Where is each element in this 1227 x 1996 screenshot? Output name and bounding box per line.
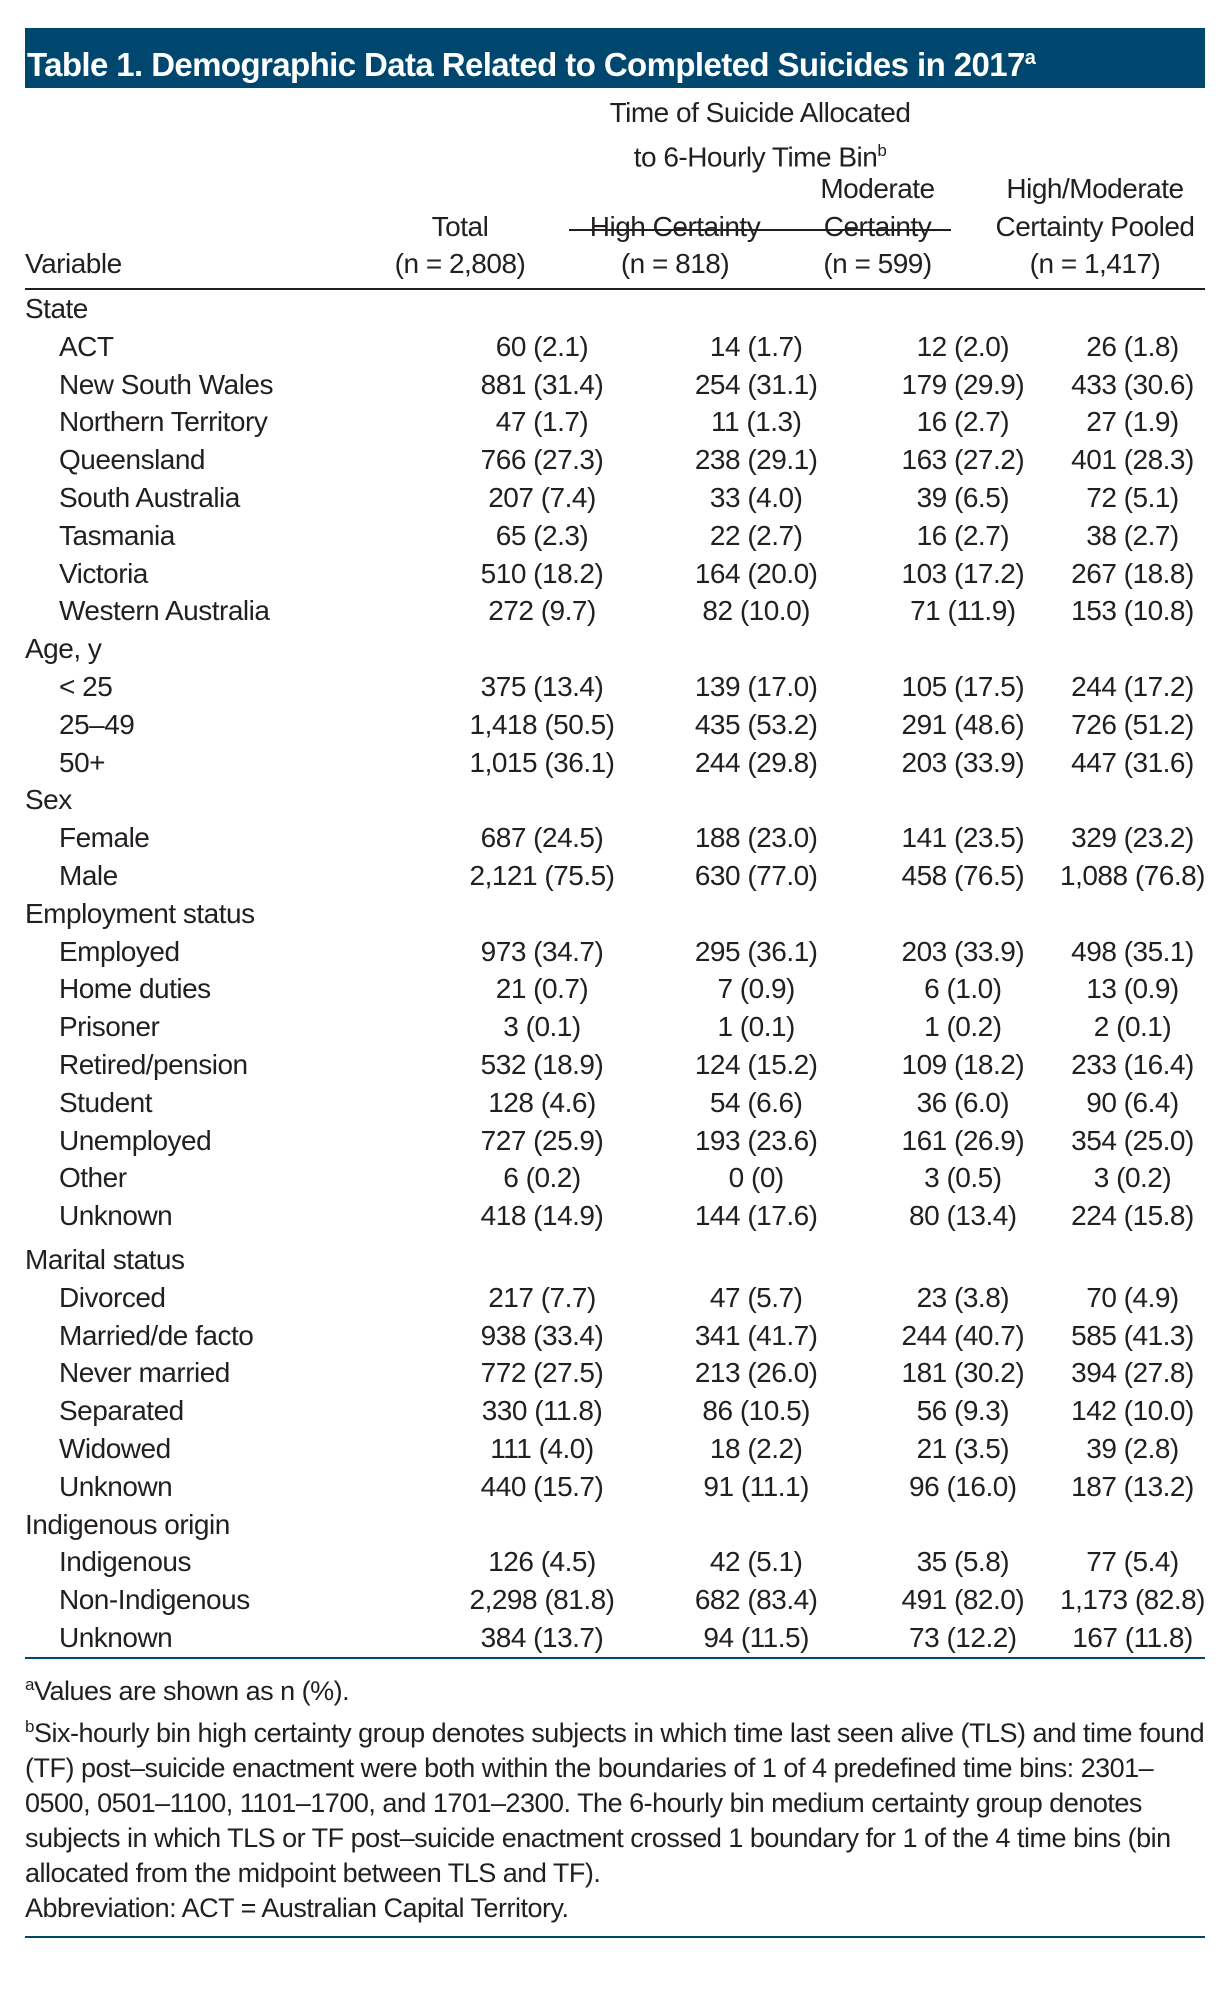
header-pooled: High/Moderate Certainty Pooled (n = 1,417) [995,173,1195,279]
row-label: Other [59,1162,127,1194]
value-cell: 47 (5.7) [709,1281,803,1313]
value-cell: 56 (9.3) [916,1395,1010,1427]
value-cell: 2 (0.1) [1093,1011,1172,1043]
row-label: Victoria [59,557,148,589]
value-cell: 585 (41.3) [1071,1319,1194,1351]
table-row [25,555,1205,593]
value-cell: 153 (10.8) [1071,595,1194,627]
value-cell: 7 (0.9) [717,973,795,1005]
row-label: Prisoner [59,1011,160,1043]
row-label: Divorced [59,1281,166,1313]
section-row [25,895,1205,933]
value-cell: 42 (5.1) [709,1546,803,1578]
value-cell: 1 (0.2) [924,1011,1002,1043]
value-cell: 26 (1.8) [1086,330,1179,362]
section-label: Marital status [25,1243,185,1275]
header-high-certainty: High Certainty (n = 818) [589,210,761,279]
value-cell: 13 (0.9) [1086,973,1179,1005]
row-label: Unknown [59,1200,173,1232]
value-cell: 217 (7.7) [488,1281,596,1313]
value-cell: 2,121 (75.5) [469,859,615,891]
header-variable: Variable [25,248,122,279]
table-title: Table 1. Demographic Data Related to Completed Suicides in 2017 [27,46,1025,83]
value-cell: 179 (29.9) [901,368,1025,400]
value-cell: 510 (18.2) [480,557,604,589]
value-cell: 161 (26.9) [901,1124,1025,1156]
value-cell: 21 (0.7) [495,973,589,1005]
footnote-a: $^a$Values are shown as n (%). [25,1674,350,1706]
title-footnote-mark: a [1024,47,1036,69]
footnote-abbreviation: Abbreviation: ACT = Australian Capital Territory. [25,1892,569,1923]
row-label: Unemployed [59,1124,212,1156]
row-label: Student [59,1086,153,1118]
value-cell: 163 (27.2) [901,444,1025,476]
row-label: Married/de facto [59,1319,254,1351]
spanner-footnote-mark: b [877,140,887,160]
value-cell: 435 (53.2) [694,708,818,740]
value-cell: 2,298 (81.8) [469,1584,615,1616]
value-cell: 3 (0.5) [924,1162,1002,1194]
table-row [25,1159,1205,1197]
value-cell: 39 (2.8) [1086,1432,1179,1464]
table-header [25,88,1205,290]
value-cell: 254 (31.1) [694,368,818,400]
table-row [25,517,1205,555]
value-cell: 213 (26.0) [694,1357,818,1389]
value-cell: 354 (25.0) [1071,1124,1194,1156]
value-cell: 881 (31.4) [480,368,604,400]
value-cell: 682 (83.4) [694,1584,818,1616]
row-label: Female [59,822,150,854]
row-label: Employed [59,935,180,967]
value-cell: 72 (5.1) [1086,481,1179,513]
value-cell: 111 (4.0) [490,1432,594,1464]
value-cell: 630 (77.0) [694,859,818,891]
value-cell: 91 (11.1) [703,1470,809,1502]
spanner-header [569,94,951,175]
value-cell: 70 (4.9) [1086,1281,1179,1313]
value-cell: 329 (23.2) [1071,822,1194,854]
value-cell: 167 (11.8) [1072,1621,1193,1653]
value-cell: 128 (4.6) [488,1086,596,1118]
row-label: South Australia [59,481,240,513]
table-row [25,1392,1205,1430]
value-cell: 418 (14.9) [480,1200,604,1232]
value-cell: 244 (29.8) [694,746,818,778]
value-cell: 82 (10.0) [702,595,810,627]
header-moderate-certainty: Moderate Certainty (n = 599) [820,173,935,279]
row-label: 25–49 [59,708,135,740]
value-cell: 440 (15.7) [480,1470,604,1502]
value-cell: 164 (20.0) [694,557,818,589]
value-cell: 401 (28.3) [1071,444,1194,476]
value-cell: 39 (6.5) [916,481,1010,513]
row-label: Never married [59,1357,230,1389]
section-label: Age, y [25,633,102,665]
value-cell: 447 (31.6) [1071,746,1194,778]
spanner-line1: Time of Suicide Allocated [609,97,911,128]
value-cell: 394 (27.8) [1071,1357,1194,1389]
value-cell: 267 (18.8) [1071,557,1194,589]
value-cell: 244 (17.2) [1071,670,1194,702]
value-cell: 86 (10.5) [702,1395,810,1427]
row-label: Separated [59,1395,184,1427]
footnote-bottom-rule [25,1936,1205,1938]
value-cell: 766 (27.3) [480,444,604,476]
spanner-line2: to 6-Hourly Time Bin [633,140,878,172]
section-row [25,1506,1205,1544]
table-title-bar [25,28,1205,88]
value-cell: 772 (27.5) [480,1357,604,1389]
section-row [25,630,1205,668]
section-row [25,1235,1205,1279]
value-cell: 54 (6.6) [709,1086,803,1118]
row-label: Queensland [59,444,206,476]
value-cell: 491 (82.0) [901,1584,1025,1616]
value-cell: 224 (15.8) [1071,1200,1194,1232]
value-cell: 14 (1.7) [709,330,803,362]
row-label: Widowed [59,1432,171,1464]
row-label: Non-Indigenous [59,1584,250,1616]
value-cell: 16 (2.7) [916,406,1010,438]
value-cell: 60 (2.1) [495,330,589,362]
table-row [25,1619,1205,1657]
value-cell: 291 (48.6) [901,708,1025,740]
value-cell: 139 (17.0) [694,670,818,702]
value-cell: 94 (11.5) [703,1621,809,1653]
value-cell: 3 (0.2) [1093,1162,1172,1194]
value-cell: 12 (2.0) [916,330,1010,362]
value-cell: 181 (30.2) [901,1357,1025,1389]
table-row [25,1084,1205,1122]
value-cell: 103 (17.2) [901,557,1025,589]
value-cell: 726 (51.2) [1071,708,1194,740]
value-cell: 233 (16.4) [1071,1048,1194,1080]
value-cell: 727 (25.9) [480,1124,604,1156]
value-cell: 973 (34.7) [480,935,604,967]
table-row [25,328,1205,366]
value-cell: 36 (6.0) [916,1086,1010,1118]
footnote-b: $^b$Six-hourly bin high certainty group denotes subjects in which time last seen alive (TLS) and time found (TF) post–suicide enactment were both within the boundaries of 1 of 4 predefined time bins: 2301–0500, 0501–1100, 1101–1700, and 1701–2300. The 6-hourly bin medium certainty group denotes subjects in which TLS or TF post–suicide enactment crossed 1 boundary for 1 of the 4 time bins (bin allocated from the midpoint between TLS and TF). [25,1716,1205,1888]
value-cell: 433 (30.6) [1071,368,1194,400]
table-row [25,1317,1205,1355]
value-cell: 295 (36.1) [694,935,818,967]
value-cell: 126 (4.5) [488,1546,596,1578]
header-rule [25,288,1205,290]
value-cell: 498 (35.1) [1071,935,1194,967]
table-row [25,668,1205,706]
table-row [25,1008,1205,1046]
row-label: Western Australia [59,595,270,627]
table-row [25,744,1205,782]
value-cell: 73 (12.2) [909,1621,1017,1653]
value-cell: 203 (33.9) [901,935,1025,967]
table-container [25,28,1205,1938]
table-row [25,479,1205,517]
value-cell: 375 (13.4) [480,670,604,702]
footnotes [25,1659,1205,1936]
value-cell: 6 (0.2) [503,1162,581,1194]
value-cell: 0 (0) [728,1162,784,1194]
table-row [25,933,1205,971]
value-cell: 1,418 (50.5) [469,708,615,740]
value-cell: 11 (1.3) [710,406,802,438]
table-row [25,857,1205,895]
row-label: Home duties [59,973,211,1005]
row-label: ACT [59,330,114,362]
value-cell: 1,015 (36.1) [469,746,615,778]
table-row [25,1197,1205,1235]
value-cell: 1 (0.1) [717,1011,795,1043]
header-total: Total (n = 2,808) [394,210,526,279]
value-cell: 27 (1.9) [1086,406,1179,438]
value-cell: 330 (11.8) [481,1395,603,1427]
value-cell: 77 (5.4) [1086,1546,1179,1578]
table-row [25,1354,1205,1392]
value-cell: 193 (23.6) [694,1124,818,1156]
value-cell: 244 (40.7) [901,1319,1025,1351]
value-cell: 90 (6.4) [1086,1086,1179,1118]
table-row [25,1430,1205,1468]
table-row [25,706,1205,744]
value-cell: 35 (5.8) [916,1546,1010,1578]
value-cell: 272 (9.7) [488,595,596,627]
table-row [25,366,1205,404]
value-cell: 203 (33.9) [901,746,1025,778]
value-cell: 71 (11.9) [910,595,1016,627]
value-cell: 109 (18.2) [901,1048,1025,1080]
section-label: Employment status [25,897,255,929]
row-label: 50+ [59,746,105,778]
value-cell: 207 (7.4) [488,481,596,513]
value-cell: 458 (76.5) [901,859,1025,891]
row-label: Unknown [59,1470,173,1502]
value-cell: 124 (15.2) [694,1048,818,1080]
value-cell: 16 (2.7) [916,519,1010,551]
value-cell: 687 (24.5) [480,822,604,854]
table-row [25,1468,1205,1506]
row-label: Unknown [59,1621,173,1653]
row-label: Retired/pension [59,1048,248,1080]
value-cell: 341 (41.7) [694,1319,818,1351]
table-row [25,1581,1205,1619]
value-cell: 105 (17.5) [901,670,1025,702]
table-row [25,970,1205,1008]
row-label: New South Wales [59,368,273,400]
value-cell: 18 (2.2) [709,1432,803,1464]
section-row [25,781,1205,819]
row-label: Male [59,859,118,891]
section-label: State [25,293,88,324]
value-cell: 22 (2.7) [709,519,803,551]
table-row [25,1046,1205,1084]
value-cell: 532 (18.9) [480,1048,604,1080]
table-row [25,441,1205,479]
section-label: Indigenous origin [25,1508,230,1540]
row-label: < 25 [59,670,113,702]
value-cell: 188 (23.0) [694,822,818,854]
value-cell: 187 (13.2) [1071,1470,1194,1502]
value-cell: 65 (2.3) [495,519,589,551]
value-cell: 938 (33.4) [480,1319,604,1351]
table-row [25,592,1205,630]
row-label: Northern Territory [59,406,268,438]
data-table [25,290,1205,1657]
value-cell: 384 (13.7) [480,1621,604,1653]
value-cell: 6 (1.0) [924,973,1002,1005]
value-cell: 238 (29.1) [694,444,818,476]
value-cell: 47 (1.7) [495,406,589,438]
value-cell: 141 (23.5) [901,822,1025,854]
value-cell: 1,088 (76.8) [1060,859,1205,891]
table-row [25,819,1205,857]
row-label: Tasmania [59,519,175,551]
value-cell: 21 (3.5) [916,1432,1010,1464]
value-cell: 33 (4.0) [709,481,803,513]
table-row [25,1122,1205,1160]
value-cell: 144 (17.6) [694,1200,818,1232]
table-row [25,1279,1205,1317]
value-cell: 142 (10.0) [1071,1395,1194,1427]
section-row [25,290,1205,328]
value-cell: 1,173 (82.8) [1060,1584,1205,1616]
row-label: Indigenous [59,1546,192,1578]
value-cell: 96 (16.0) [909,1470,1017,1502]
value-cell: 38 (2.7) [1086,519,1179,551]
table-row [25,1543,1205,1581]
value-cell: 80 (13.4) [909,1200,1017,1232]
value-cell: 23 (3.8) [916,1281,1010,1313]
table-row [25,403,1205,441]
value-cell: 3 (0.1) [503,1011,581,1043]
section-label: Sex [25,784,72,816]
